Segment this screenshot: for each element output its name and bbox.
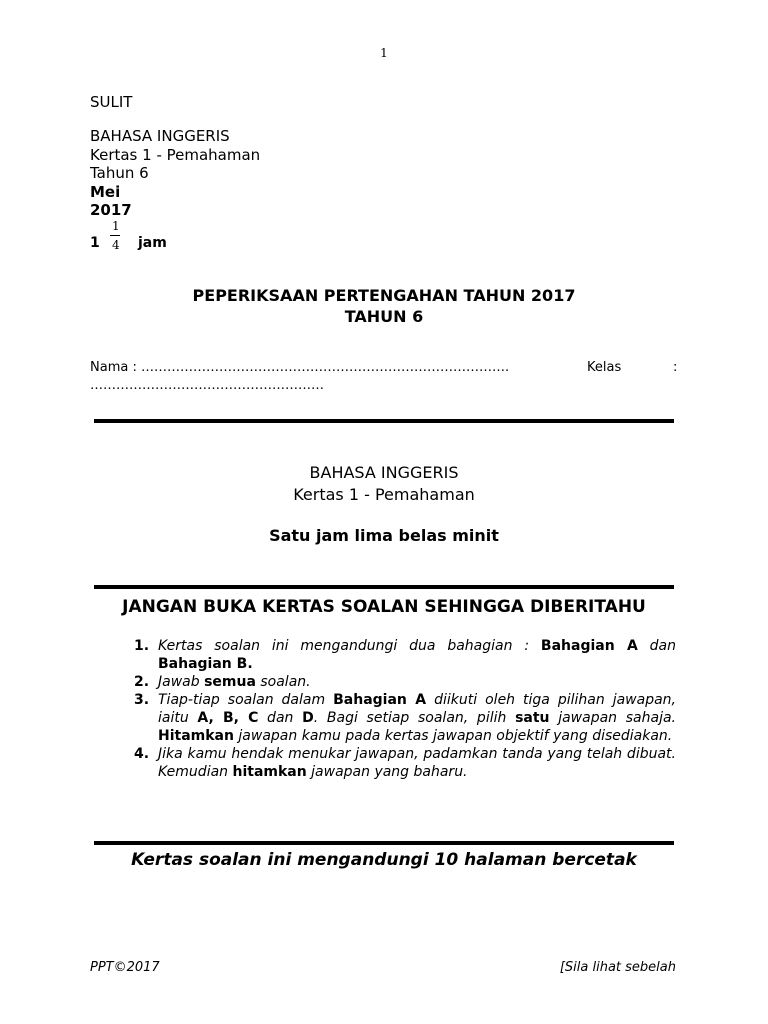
- instruction-text: jawapan kamu pada kertas jawapan objektif yang disediakan.: [233, 728, 673, 744]
- divider-rule: [94, 841, 674, 845]
- instruction-emphasis: Bahagian A: [333, 692, 427, 708]
- instruction-emphasis: D: [302, 710, 314, 726]
- instruction-item: [134, 637, 676, 673]
- instruction-number: 1.: [134, 638, 150, 654]
- header-paper: Kertas 1 - Pemahaman: [90, 146, 261, 164]
- cover-subject-block: [0, 462, 768, 506]
- instruction-emphasis: semua: [204, 674, 256, 690]
- instruction-emphasis: A, B, C: [197, 710, 259, 726]
- divider-rule: [94, 585, 674, 589]
- instruction-emphasis: Bahagian A: [540, 638, 638, 654]
- duration-unit: jam: [138, 235, 167, 251]
- exam-title-line2: TAHUN 6: [344, 307, 424, 326]
- duration-denominator: 4: [112, 238, 120, 252]
- instruction-emphasis: Hitamkan: [158, 728, 234, 744]
- instruction-item: [134, 745, 676, 781]
- instruction-text: Tiap-tiap soalan dalam: [158, 692, 334, 708]
- instruction-text: dan: [637, 638, 676, 654]
- exam-title: [0, 285, 768, 327]
- divider-rule: [94, 419, 674, 423]
- instruction-text: dan: [258, 710, 303, 726]
- instruction-number: 2.: [134, 674, 150, 690]
- class-field: ………………………………………………: [90, 378, 324, 393]
- instruction-text: soalan.: [255, 674, 311, 690]
- instruction-number: 4.: [134, 746, 150, 762]
- footer-turn-page: [Sila lihat sebelah: [559, 960, 676, 975]
- instruction-item: [134, 691, 676, 745]
- warning-text: JANGAN BUKA KERTAS SOALAN SEHINGGA DIBERITAHU: [122, 597, 646, 617]
- instruction-text: jawapan yang baharu.: [306, 764, 468, 780]
- cover-paper: Kertas 1 - Pemahaman: [293, 485, 475, 504]
- header-year-level: Tahun 6: [90, 164, 149, 182]
- class-label: Kelas: [587, 360, 622, 375]
- class-colon: :: [673, 360, 678, 375]
- instruction-text: jawapan sahaja.: [549, 710, 676, 726]
- header-month: Mei: [90, 183, 121, 201]
- instruction-emphasis: hitamkan: [232, 764, 307, 780]
- student-info-form: [90, 359, 680, 395]
- instruction-number: 3.: [134, 692, 150, 708]
- header-year: 2017: [90, 201, 132, 219]
- instruction-emphasis: Bahagian B: [158, 656, 248, 672]
- instruction-text: Jika kamu hendak menukar jawapan, padamkan tanda yang telah dibuat. Kemudian: [158, 746, 676, 780]
- duration-whole: 1: [90, 235, 100, 251]
- instruction-text: . Bagi setiap soalan, pilih: [313, 710, 516, 726]
- duration-text: Satu jam lima belas minit: [269, 526, 499, 545]
- fraction-bar: [110, 235, 120, 236]
- exam-title-line1: PEPERIKSAAN PERTENGAHAN TAHUN 2017: [192, 286, 576, 305]
- instruction-emphasis: satu: [515, 710, 550, 726]
- name-field: Nama : ………………………………………………………………………….: [90, 360, 510, 375]
- classification-label: SULIT: [90, 93, 133, 111]
- duration-fraction: [90, 219, 290, 259]
- instruction-text: Jawab: [158, 674, 205, 690]
- footer-copyright: PPT©2017: [90, 960, 160, 975]
- instruction-item: [134, 673, 676, 691]
- header-subject: BAHASA INGGERIS: [90, 127, 230, 145]
- duration-numerator: 1: [112, 219, 120, 233]
- cover-subject: BAHASA INGGERIS: [309, 463, 459, 482]
- instruction-text: .: [247, 656, 253, 672]
- page-number: 1: [380, 46, 388, 60]
- pages-note: Kertas soalan ini mengandungi 10 halaman bercetak: [131, 850, 637, 870]
- instructions-list: [134, 637, 676, 781]
- instruction-text: Kertas soalan ini mengandungi dua bahagian :: [158, 638, 541, 654]
- instruction-text: diikuti oleh tiga pilihan jawapan, iaitu: [158, 692, 677, 726]
